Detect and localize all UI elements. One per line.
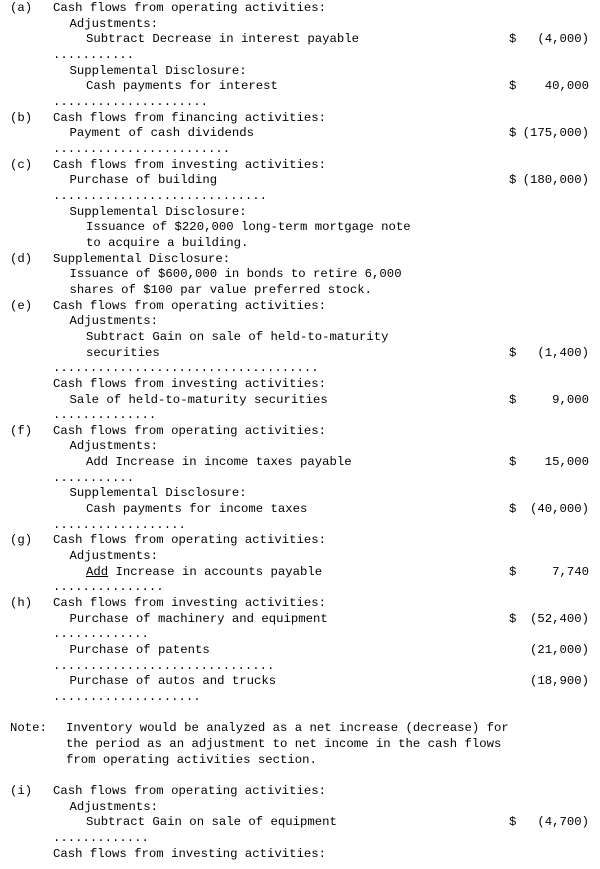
document-line — [0, 219, 600, 235]
document-line — [0, 392, 600, 408]
document-line — [0, 783, 600, 799]
line-text: Cash flows from investing activities: — [53, 596, 327, 611]
item-label: (c) — [10, 157, 33, 172]
document-line — [0, 251, 600, 267]
currency-symbol: $ — [509, 392, 517, 407]
line-text: Purchase of building — [69, 173, 218, 188]
line-text: Subtract Gain on sale of equipment — [86, 815, 337, 830]
document-line — [0, 313, 600, 329]
document-line — [0, 407, 600, 423]
amount-value: 7,740 — [552, 564, 589, 579]
line-text: Cash payments for income taxes — [86, 502, 308, 517]
dotted-leader: ..................... — [53, 94, 208, 109]
document-line — [0, 705, 600, 721]
dotted-leader: ............................. — [53, 188, 268, 203]
document-line — [0, 0, 600, 16]
document-line — [0, 470, 600, 486]
line-text: Adjustments: — [69, 799, 159, 814]
document-line — [0, 658, 600, 674]
document-line — [0, 16, 600, 32]
item-label: (g) — [10, 533, 33, 548]
dotted-leader: ........... — [53, 470, 135, 485]
document-line — [0, 642, 600, 658]
item-label: (b) — [10, 110, 33, 125]
dotted-leader: ............. — [53, 830, 149, 845]
line-text: Supplemental Disclosure: — [69, 486, 247, 501]
line-text: Purchase of patents — [69, 643, 210, 658]
item-label: (h) — [10, 596, 33, 611]
line-text: Cash flows from investing activities: — [53, 376, 327, 391]
document-line — [0, 579, 600, 595]
document-line — [0, 31, 600, 47]
document-line — [0, 125, 600, 141]
dotted-leader: ........................ — [53, 141, 231, 156]
currency-symbol: $ — [509, 79, 517, 94]
document-line — [0, 532, 600, 548]
note-text: Inventory would be analyzed as a net increase (decrease) for — [66, 721, 509, 736]
line-text: Cash flows from operating activities: — [53, 784, 327, 798]
line-text: Subtract Gain on sale of held-to-maturity — [86, 329, 389, 344]
document-line — [0, 360, 600, 376]
document-line — [0, 157, 600, 173]
document-line — [0, 172, 600, 188]
line-text: Adjustments: — [69, 439, 159, 454]
document-line — [0, 814, 600, 830]
document-line — [0, 423, 600, 439]
document-line — [0, 345, 600, 361]
document-line — [0, 846, 600, 862]
line-text — [86, 564, 322, 580]
amount-value: (4,700) — [537, 815, 589, 830]
dotted-leader: ............... — [53, 580, 164, 595]
line-text: Purchase of autos and trucks — [69, 674, 277, 689]
line-text: securities — [86, 345, 160, 360]
amount-value: (52,400) — [529, 611, 589, 626]
dotted-leader: .............................. — [53, 658, 275, 673]
note-text: from operating activities section. — [66, 752, 317, 767]
document-line — [0, 454, 600, 470]
item-label: (f) — [10, 423, 33, 438]
dotted-leader: .............. — [53, 408, 157, 423]
currency-symbol: $ — [509, 345, 517, 360]
document-line — [0, 611, 600, 627]
note-label: Note: — [10, 721, 47, 736]
document-line — [0, 720, 600, 736]
item-label: (i) — [10, 784, 33, 798]
document-line — [0, 266, 600, 282]
line-text: Supplemental Disclosure: — [69, 63, 247, 78]
amount-value: 40,000 — [544, 79, 589, 94]
document-line — [0, 282, 600, 298]
line-text: Cash flows from operating activities: — [53, 1, 327, 15]
document-line — [0, 689, 600, 705]
line-text: to acquire a building. — [86, 235, 249, 250]
amount-value: (40,000) — [529, 502, 589, 517]
line-text: Cash flows from investing activities: — [53, 846, 327, 861]
currency-symbol: $ — [509, 32, 517, 47]
document-line — [0, 830, 600, 846]
line-text: Payment of cash dividends — [69, 126, 254, 141]
document-line — [0, 626, 600, 642]
amount-value: 9,000 — [552, 392, 589, 407]
line-text: Subtract Decrease in interest payable — [86, 32, 360, 47]
line-text: Adjustments: — [69, 16, 159, 31]
currency-symbol: $ — [509, 455, 517, 470]
document-line — [0, 63, 600, 79]
currency-symbol: $ — [509, 611, 517, 626]
amount-value: (1,400) — [537, 345, 589, 360]
document-line — [0, 736, 600, 752]
line-text: Supplemental Disclosure: — [53, 251, 231, 266]
document-line — [0, 188, 600, 204]
document-line — [0, 78, 600, 94]
line-text: Cash flows from financing activities: — [53, 110, 327, 125]
line-text: Increase in accounts payable — [115, 564, 323, 579]
currency-symbol: $ — [509, 173, 517, 188]
document-line — [0, 799, 600, 815]
document-line — [0, 204, 600, 220]
document-line — [0, 564, 600, 580]
dotted-leader: .................................... — [53, 361, 319, 376]
currency-symbol: $ — [509, 815, 517, 830]
document-line — [0, 110, 600, 126]
line-text: Cash flows from operating activities: — [53, 298, 327, 313]
amount-value: (175,000) — [522, 126, 589, 141]
line-text: Cash flows from operating activities: — [53, 423, 327, 438]
adjustment-keyword: Add — [86, 564, 109, 579]
line-text: Sale of held-to-maturity securities — [69, 392, 328, 407]
dotted-leader: ........... — [53, 47, 135, 62]
line-text: Supplemental Disclosure: — [69, 204, 247, 219]
line-text: Adjustments: — [69, 549, 159, 564]
document-line — [0, 235, 600, 251]
line-text: Issuance of $600,000 in bonds to retire 6,000 — [69, 267, 402, 282]
item-label: (d) — [10, 251, 33, 266]
document-line — [0, 517, 600, 533]
dotted-leader: .................. — [53, 517, 186, 532]
amount-value: (21,000) — [529, 643, 589, 658]
item-label: (a) — [10, 1, 33, 15]
document-line — [0, 485, 600, 501]
line-text: Cash flows from investing activities: — [53, 157, 327, 172]
document-line — [0, 548, 600, 564]
document-line — [0, 329, 600, 345]
document-line — [0, 595, 600, 611]
document-line — [0, 501, 600, 517]
amount-value: (18,900) — [529, 674, 589, 689]
currency-symbol: $ — [509, 564, 517, 579]
amount-value: (4,000) — [537, 32, 589, 47]
currency-symbol: $ — [509, 126, 517, 141]
amount-value: (180,000) — [522, 173, 589, 188]
document-line — [0, 94, 600, 110]
document-line — [0, 438, 600, 454]
document-line — [0, 752, 600, 768]
line-text: shares of $100 par value preferred stock. — [69, 282, 373, 297]
line-text: Add Increase in income taxes payable — [86, 455, 352, 470]
line-text: Purchase of machinery and equipment — [69, 611, 328, 626]
amount-value: 15,000 — [544, 455, 589, 470]
document-line — [0, 298, 600, 314]
line-text: Cash payments for interest — [86, 79, 278, 94]
dotted-leader: .................... — [53, 690, 201, 705]
document-line — [0, 141, 600, 157]
line-text: Issuance of $220,000 long-term mortgage note — [86, 220, 411, 235]
currency-symbol: $ — [509, 502, 517, 517]
line-text: Adjustments: — [69, 314, 159, 329]
item-label: (e) — [10, 298, 33, 313]
note-text: the period as an adjustment to net income in the cash flows — [66, 737, 502, 752]
document-line — [0, 673, 600, 689]
line-text: Cash flows from operating activities: — [53, 533, 327, 548]
document-line — [0, 767, 600, 783]
dotted-leader: ............. — [53, 627, 149, 642]
document-line — [0, 376, 600, 392]
document-line — [0, 47, 600, 63]
